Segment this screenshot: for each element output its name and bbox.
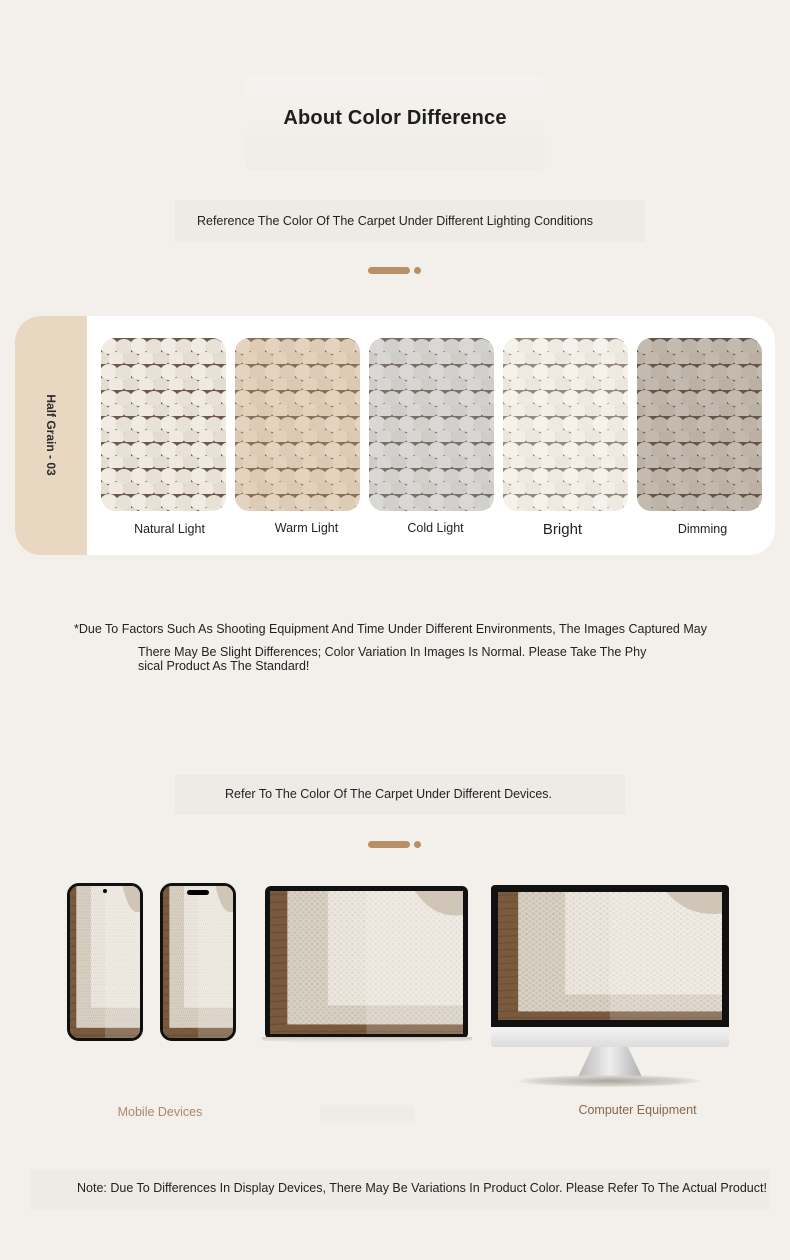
disclaimer-line-2: There May Be Slight Differences; Color Variation In Images Is Normal. Please Take The Phy	[138, 645, 647, 659]
swatch-label: Dimming	[677, 522, 728, 536]
swatch-label: Warm Light	[274, 521, 339, 535]
lighting-caption: Reference The Color Of The Carpet Under Different Lighting Conditions	[196, 214, 594, 228]
monitor-chin	[491, 1027, 729, 1047]
bottom-note: Note: Due To Differences In Display Devices, There May Be Variations In Product Color. Please Refer To The Actual Product!	[77, 1181, 767, 1195]
side-label: Half Grain - 03	[44, 394, 58, 476]
tablet-label	[320, 1105, 415, 1121]
swatch-bright	[503, 338, 628, 511]
monitor-base-shadow	[518, 1075, 700, 1087]
disclaimer-line-1: *Due To Factors Such As Shooting Equipment And Time Under Different Environments, The Images Captured May	[74, 622, 707, 636]
tablet-shadow	[262, 1037, 472, 1043]
monitor-stand	[578, 1047, 642, 1077]
phone-device	[160, 883, 236, 1041]
phone-camera	[103, 889, 107, 893]
divider-dot	[414, 267, 421, 274]
mobile-devices-label: Mobile Devices	[117, 1105, 203, 1119]
page-title: About Color Difference	[283, 107, 507, 129]
divider-pill	[368, 267, 410, 274]
tablet-device	[265, 886, 468, 1039]
monitor-screen	[491, 885, 729, 1027]
phone-notch	[187, 890, 209, 895]
swatch-warm-light	[235, 338, 360, 511]
swatch-label: Bright	[542, 521, 583, 538]
devices-caption: Refer To The Color Of The Carpet Under Different Devices.	[225, 787, 553, 801]
divider-dot	[414, 841, 421, 848]
swatch-dimming	[637, 338, 762, 511]
swatch-cold-light	[369, 338, 494, 511]
computer-equipment-label: Computer Equipment	[578, 1103, 697, 1117]
swatch-label: Natural Light	[134, 522, 205, 536]
swatch-natural-light	[101, 338, 226, 511]
swatch-label: Cold Light	[407, 521, 464, 535]
phone-device	[67, 883, 143, 1041]
lighting-card	[15, 316, 775, 555]
disclaimer-line-3: sical Product As The Standard!	[138, 659, 310, 673]
divider-pill	[368, 841, 410, 848]
